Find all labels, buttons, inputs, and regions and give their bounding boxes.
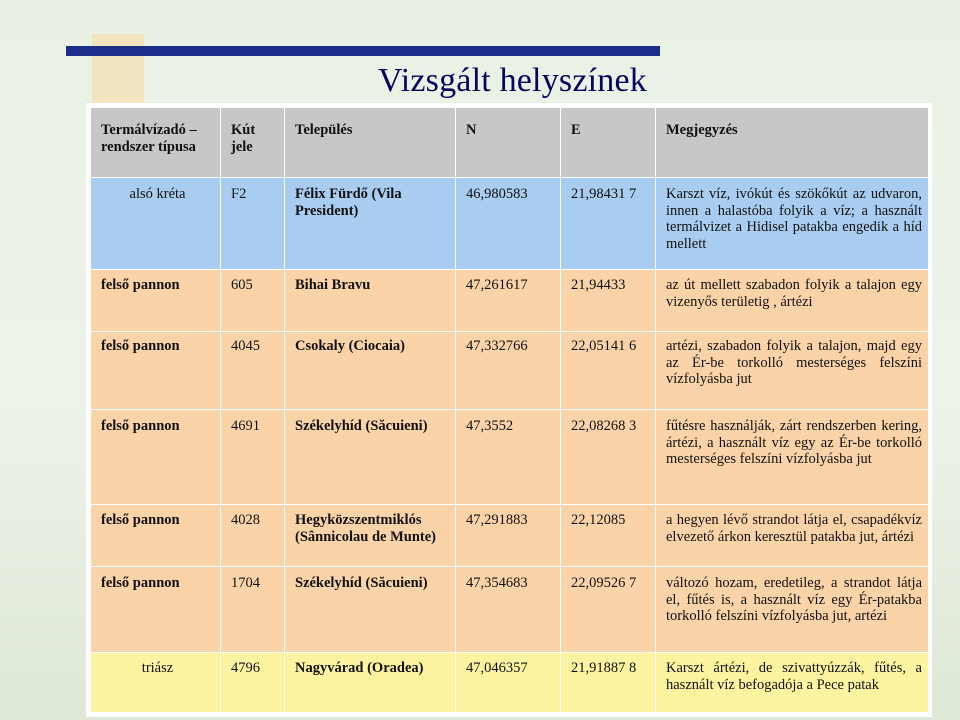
cell-settlement: Hegyközszentmiklós (Sânnicolau de Munte) xyxy=(285,505,456,567)
cell-longitude: 21,94433 xyxy=(561,270,656,332)
cell-longitude: 22,12085 xyxy=(561,505,656,567)
table-viewport xyxy=(90,107,928,717)
cell-remarks: az út mellett szabadon folyik a talajon egy vizenyős területig , ártézi xyxy=(656,270,929,332)
table-row xyxy=(91,332,929,410)
cell-aquifer-type: felső pannon xyxy=(91,332,221,410)
header-remarks: Megjegyzés xyxy=(656,108,929,178)
cell-settlement: Bihai Bravu xyxy=(285,270,456,332)
cell-settlement: Székelyhíd (Săcuieni) xyxy=(285,410,456,505)
table-row xyxy=(91,653,929,713)
cell-remarks: a hegyen lévő strandot látja el, csapadékvíz elvezető árkon keresztül patakba jut, ártézi xyxy=(656,505,929,567)
cell-latitude: 47,261617 xyxy=(456,270,561,332)
cell-latitude: 47,046357 xyxy=(456,653,561,713)
header-latitude: N xyxy=(456,108,561,178)
cell-remarks: változó hozam, eredetileg, a strandot látja el, fűtés is, a használt víz egy Ér-patakba torkolló felszíni vízfolyásba jut, artézi xyxy=(656,567,929,653)
decorative-square xyxy=(92,34,144,106)
cell-well-id: 605 xyxy=(221,270,285,332)
cell-well-id: 4796 xyxy=(221,653,285,713)
slide-title: Vizsgált helyszínek xyxy=(378,62,647,99)
cell-remarks: fűtésre használják, zárt rendszerben kering, ártézi, a használt víz egy az Ér-be torkolló mesterséges felszíni vízfolyásba jut xyxy=(656,410,929,505)
cell-well-id: 4691 xyxy=(221,410,285,505)
table-frame xyxy=(86,103,932,717)
header-longitude: E xyxy=(561,108,656,178)
cell-settlement: Félix Fürdő (Vila President) xyxy=(285,178,456,270)
table-row xyxy=(91,270,929,332)
cell-well-id: 4045 xyxy=(221,332,285,410)
cell-latitude: 46,980583 xyxy=(456,178,561,270)
sites-table xyxy=(90,107,928,713)
cell-remarks: Karszt ártézi, de szivattyúzzák, fűtés, a használt víz befogadója a Pece patak xyxy=(656,653,929,713)
cell-longitude: 21,91887 8 xyxy=(561,653,656,713)
cell-well-id: F2 xyxy=(221,178,285,270)
cell-remarks: artézi, szabadon folyik a talajon, majd egy az Ér-be torkolló mesterséges felszíni vízfolyásba jut xyxy=(656,332,929,410)
cell-longitude: 22,08268 3 xyxy=(561,410,656,505)
cell-aquifer-type: felső pannon xyxy=(91,410,221,505)
cell-settlement: Nagyvárad (Oradea) xyxy=(285,653,456,713)
cell-latitude: 47,332766 xyxy=(456,332,561,410)
cell-well-id: 4028 xyxy=(221,505,285,567)
title-accent-bar xyxy=(66,46,660,56)
header-settlement: Település xyxy=(285,108,456,178)
header-aquifer-type: Termálvízadó –rendszer típusa xyxy=(91,108,221,178)
table-header-row xyxy=(91,108,929,178)
cell-remarks: Karszt víz, ivókút és szökőkút az udvaron, innen a halastóba folyik a víz; a használt termálvizet a Hidisel patakba engedik a híd mellett xyxy=(656,178,929,270)
cell-longitude: 21,98431 7 xyxy=(561,178,656,270)
cell-settlement: Csokaly (Ciocaia) xyxy=(285,332,456,410)
cell-latitude: 47,354683 xyxy=(456,567,561,653)
cell-longitude: 22,05141 6 xyxy=(561,332,656,410)
cell-aquifer-type: triász xyxy=(91,653,221,713)
cell-well-id: 1704 xyxy=(221,567,285,653)
cell-settlement: Székelyhíd (Săcuieni) xyxy=(285,567,456,653)
cell-latitude: 47,291883 xyxy=(456,505,561,567)
cell-aquifer-type: felső pannon xyxy=(91,567,221,653)
cell-latitude: 47,3552 xyxy=(456,410,561,505)
table-row xyxy=(91,567,929,653)
header-well-id: Kút jele xyxy=(221,108,285,178)
cell-aquifer-type: felső pannon xyxy=(91,505,221,567)
table-row xyxy=(91,178,929,270)
cell-longitude: 22,09526 7 xyxy=(561,567,656,653)
table-row xyxy=(91,505,929,567)
cell-aquifer-type: felső pannon xyxy=(91,270,221,332)
table-row xyxy=(91,410,929,505)
cell-aquifer-type: alsó kréta xyxy=(91,178,221,270)
